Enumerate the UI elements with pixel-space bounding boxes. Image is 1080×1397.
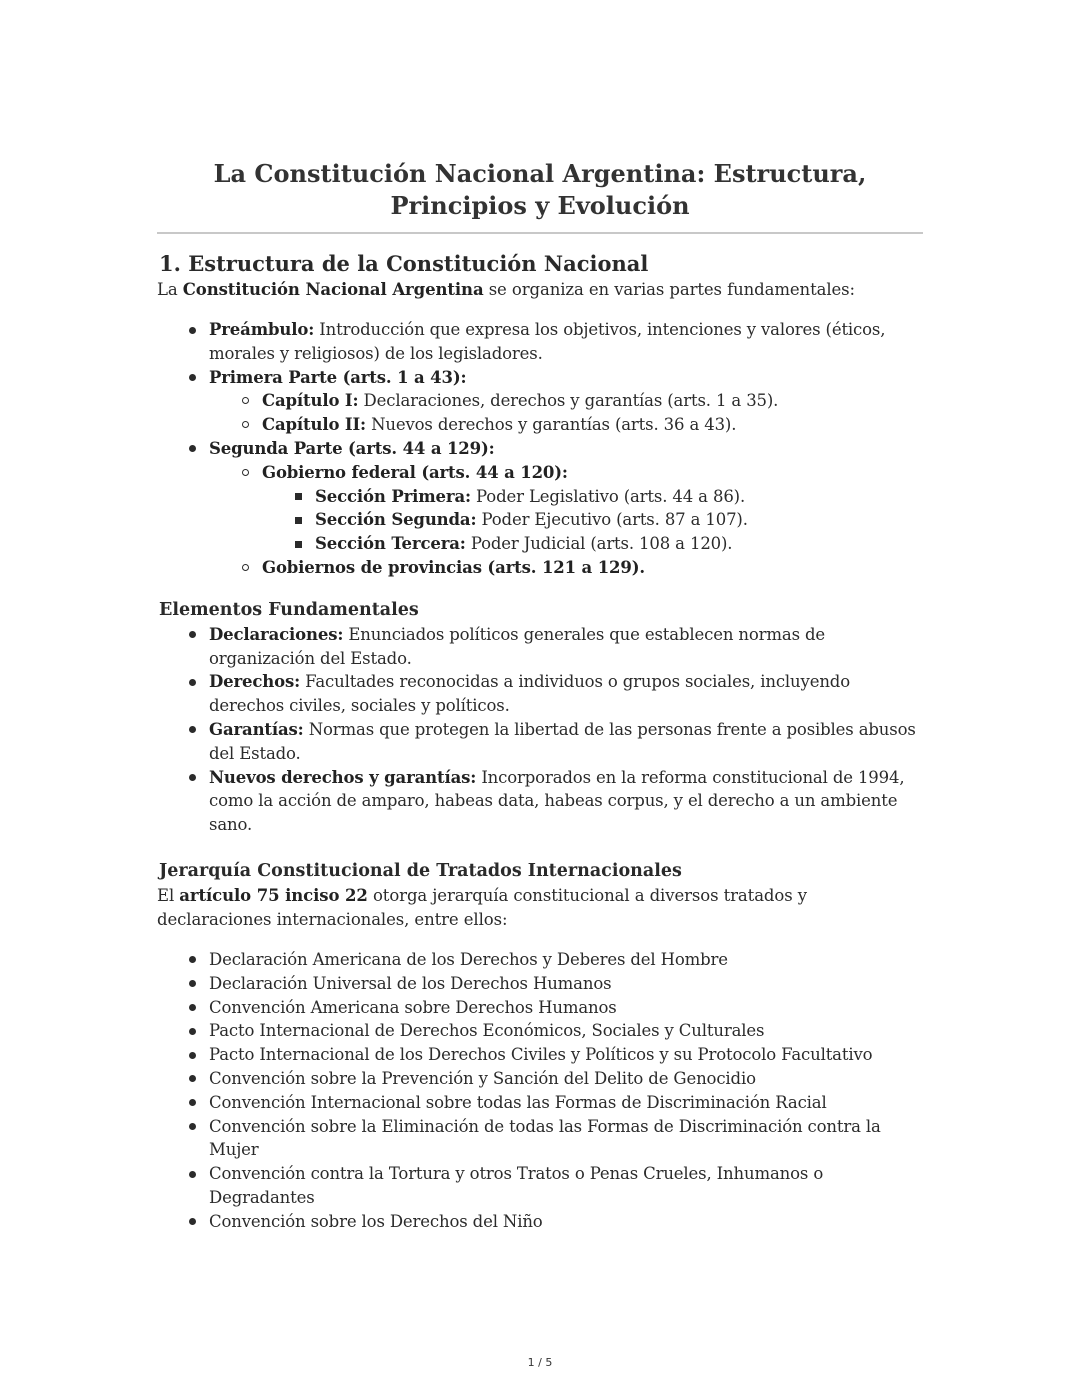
document-title: La Constitución Nacional Argentina: Estructura, Principios y Evolución: [157, 158, 923, 234]
list-item-tratado: Pacto Internacional de Derechos Económicos, Sociales y Culturales: [157, 1019, 923, 1043]
list-item-tratado: Declaración Americana de los Derechos y Deberes del Hombre: [157, 948, 923, 972]
list-item-derechos: Derechos: Facultades reconocidas a individuos o grupos sociales, incluyendo derechos civiles, sociales y políticos.: [157, 670, 923, 718]
list-item-gobierno-federal: Gobierno federal (arts. 44 a 120): Sección Primera: Poder Legislativo (arts. 44 a 86). Sección Segunda: Poder Ejecutivo (arts. 87 a 107). Sección Tercera: Poder Judicial (arts. 108 a 120).: [209, 461, 923, 556]
primera-parte-sublist: [209, 389, 923, 437]
list-item-tratado: Convención sobre los Derechos del Niño: [157, 1210, 923, 1234]
list-item-capitulo-2: Capítulo II: Nuevos derechos y garantías (arts. 36 a 43).: [209, 413, 923, 437]
document-content: [157, 158, 923, 1234]
list-item-nuevos-derechos: Nuevos derechos y garantías: Incorporados en la reforma constitucional de 1994, como la acción de amparo, habeas data, habeas corpus, y el derecho a un ambiente sano.: [157, 766, 923, 837]
section-heading-elementos: Elementos Fundamentales: [159, 599, 419, 620]
list-item-tratado: Convención sobre la Eliminación de todas las Formas de Discriminación contra la Mujer: [157, 1115, 923, 1163]
section-intro-paragraph: La Constitución Nacional Argentina se organiza en varias partes fundamentales:: [157, 280, 856, 299]
gobierno-federal-sublist: [262, 485, 923, 556]
list-item-tratado: Convención Americana sobre Derechos Humanos: [157, 996, 923, 1020]
elementos-list: [157, 623, 923, 837]
list-item-tratado: Convención contra la Tortura y otros Tratos o Penas Crueles, Inhumanos o Degradantes: [157, 1162, 923, 1210]
section-heading-jerarquia: Jerarquía Constitucional de Tratados Internacionales: [159, 860, 682, 881]
list-item-tratado: Convención Internacional sobre todas las Formas de Discriminación Racial: [157, 1091, 923, 1115]
tratados-list: [157, 948, 923, 1234]
list-item-seccion-segunda: Sección Segunda: Poder Ejecutivo (arts. 87 a 107).: [262, 508, 923, 532]
list-item-segunda-parte: Segunda Parte (arts. 44 a 129): Gobierno federal (arts. 44 a 120): Sección Primera: Poder Legislativo (arts. 44 a 86). Sección Segunda: Poder Ejecutivo (arts. 87 a 107). Sección Tercera: Poder Judicial (arts. 108 a 120). Gobiernos de provincias (arts. 121 a 129).: [157, 437, 923, 580]
list-item-tratado: Convención sobre la Prevención y Sanción del Delito de Genocidio: [157, 1067, 923, 1091]
list-item-capitulo-1: Capítulo I: Declaraciones, derechos y garantías (arts. 1 a 35).: [209, 389, 923, 413]
segunda-parte-sublist: [209, 461, 923, 580]
page-number: 1 / 5: [527, 1356, 553, 1369]
list-item-tratado: Declaración Universal de los Derechos Humanos: [157, 972, 923, 996]
list-item-seccion-tercera: Sección Tercera: Poder Judicial (arts. 108 a 120).: [262, 532, 923, 556]
list-item-gobiernos-provincias: Gobiernos de provincias (arts. 121 a 129).: [209, 556, 923, 580]
jerarquia-intro-paragraph: El artículo 75 inciso 22 otorga jerarquía constitucional a diversos tratados y declaraciones internacionales, entre ellos:: [157, 885, 807, 929]
list-item-declaraciones: Declaraciones: Enunciados políticos generales que establecen normas de organización del Estado.: [157, 623, 923, 671]
list-item-garantias: Garantías: Normas que protegen la libertad de las personas frente a posibles abusos del Estado.: [157, 718, 923, 766]
list-item-seccion-primera: Sección Primera: Poder Legislativo (arts. 44 a 86).: [262, 485, 923, 509]
list-item-preambulo: Preámbulo: Introducción que expresa los objetivos, intenciones y valores (éticos, morales y religiosos) de los legisladores.: [157, 318, 923, 366]
structure-list: [157, 318, 923, 580]
section-heading-estructura: 1. Estructura de la Constitución Nacional: [159, 251, 649, 276]
list-item-tratado: Pacto Internacional de los Derechos Civiles y Políticos y su Protocolo Facultativo: [157, 1043, 923, 1067]
list-item-primera-parte: Primera Parte (arts. 1 a 43): Capítulo I: Declaraciones, derechos y garantías (arts. 1 a 35). Capítulo II: Nuevos derechos y garantías (arts. 36 a 43).: [157, 366, 923, 437]
